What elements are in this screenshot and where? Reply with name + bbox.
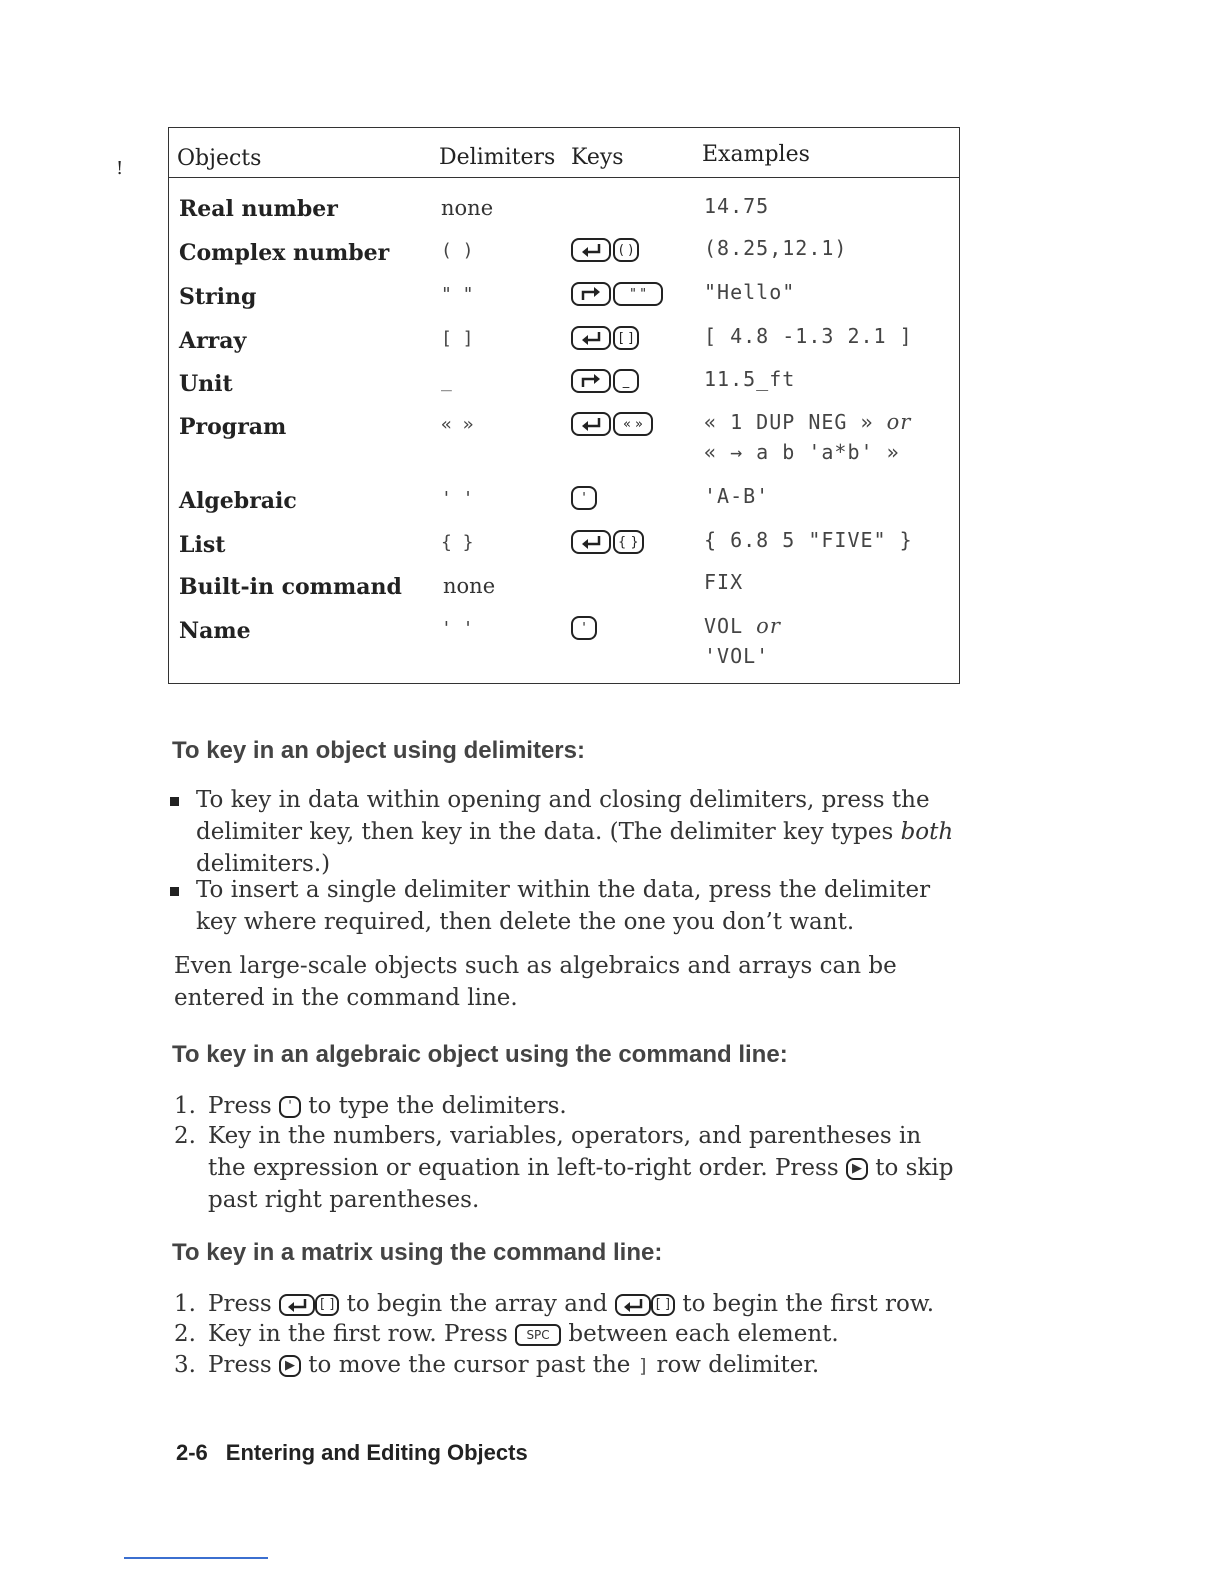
keys [571,486,597,510]
step-text-end: row delimiter. [649,1352,820,1378]
example-main: « 1 DUP NEG » [704,410,874,434]
bullet-square-icon [170,797,179,806]
header-delimiters: Delimiters [439,145,556,170]
example-line2: 'VOL' [704,644,770,668]
object-name: Algebraic [179,488,297,514]
space-key: SPC [515,1324,561,1346]
list-item [174,1090,964,1122]
keys [571,282,663,306]
left-shift-key [615,1294,651,1316]
object-name: Name [179,618,251,644]
table-row [169,614,959,658]
string-quote-key: " " [613,282,663,306]
keys [571,616,597,640]
tick-key: ' [571,616,597,640]
table-row [169,367,959,411]
step-text: Press [208,1352,279,1378]
example: [ 4.8 -1.3 2.1 ] [704,324,913,348]
list-item [174,1349,964,1382]
table-row [169,570,959,614]
step-number: 1. [174,1291,196,1317]
header-objects: Objects [177,146,262,171]
example: 11.5_ft [704,367,796,391]
right-shift-key [571,369,611,393]
bullet-emphasis: both [900,819,954,845]
example: 14.75 [704,194,770,218]
bullet-square-icon [170,887,179,896]
step-text-end: to skip past right parentheses. [208,1155,954,1213]
delimiter: [ ] [441,328,474,349]
list-item [170,874,956,938]
parentheses-key: ( ) [613,238,639,262]
delimiter: " " [441,284,474,305]
left-shift-arrow-icon [580,330,602,346]
step-text: Press [208,1291,279,1317]
step-number: 2. [174,1123,196,1149]
braces-key: { } [613,530,644,554]
delimiter: _ [441,371,452,392]
keys [571,530,644,554]
object-name: Array [179,328,247,354]
delimiter: ( ) [441,240,474,261]
delimiter: ' ' [441,488,474,509]
row-delimiter-glyph: ] [637,1355,650,1377]
object-types-table [168,127,960,684]
brackets-key: [ ] [651,1294,675,1316]
header-examples: Examples [702,142,810,167]
keys [571,326,639,350]
section-heading-algebraic: To key in an algebraic object using the command line: [172,1041,788,1068]
bullet-text: To key in data within opening and closing delimiters, press the delimiter key, then key in the data. (The delimiter key types [196,787,930,845]
page-footer [176,1440,528,1466]
right-shift-arrow-icon [580,373,602,389]
program-delimiter-key: « » [613,412,653,436]
bullet-text-end: delimiters.) [196,851,331,877]
section-heading-matrix: To key in a matrix using the command line: [172,1239,663,1266]
step-text-mid: to move the cursor past the [301,1352,638,1378]
left-shift-key [571,412,611,436]
table-row [169,484,959,528]
bullet-text: To insert a single delimiter within the data, press the delimiter key where required, then delete the one you don’t want. [196,877,931,935]
header-keys: Keys [571,145,624,170]
right-arrow-key: ▶ [279,1355,301,1377]
right-shift-arrow-icon [580,286,602,302]
delimiter: { } [441,532,474,553]
example-line2: « → a b 'a*b' » [704,440,900,464]
object-name: Real number [179,196,338,222]
chapter-title: Entering and Editing Objects [225,1440,528,1465]
example-or: or [886,410,912,434]
table-row [169,280,959,324]
left-shift-key [571,326,611,350]
divider [124,1557,268,1559]
keys [571,412,653,436]
example: "Hello" [704,280,796,304]
brackets-key: [ ] [613,326,639,350]
object-name: List [179,532,226,558]
step-number: 3. [174,1352,196,1378]
object-name: Program [179,414,287,440]
object-name: String [179,284,257,310]
body-paragraph: Even large-scale objects such as algebraics and arrays can be entered in the command line. [174,953,897,1011]
object-name: Complex number [179,240,390,266]
delimiter: none [443,574,496,598]
example: 'A-B' [704,484,770,508]
step-text: Key in the first row. Press [208,1321,516,1347]
delimiter: « » [441,414,474,435]
list-item [174,1288,964,1320]
keys [571,238,639,262]
step-text: Key in the numbers, variables, operators, and parentheses in the expression or equation in left-to-right order. Press [208,1123,922,1181]
object-name: Built-in command [179,574,402,600]
step-text: Press [208,1093,279,1119]
left-shift-key [571,530,611,554]
step-text-end: between each element. [561,1321,839,1347]
object-name: Unit [179,371,233,397]
example: (8.25,12.1) [704,236,848,260]
right-arrow-key: ▶ [846,1158,868,1180]
tick-key: ' [279,1096,301,1118]
keys [571,369,639,393]
margin-mark: ! [116,158,124,179]
step-text-end: to type the delimiters. [301,1093,567,1119]
tick-key: ' [571,486,597,510]
table-row [169,196,959,236]
example [704,614,781,638]
section-heading-delimiters: To key in an object using delimiters: [172,737,585,764]
left-shift-key [279,1294,315,1316]
table-row [169,324,959,368]
underscore-key: _ [613,369,639,393]
left-shift-arrow-icon [286,1297,308,1313]
left-shift-arrow-icon [580,416,602,432]
step-text-end: to begin the first row. [675,1291,935,1317]
example: { 6.8 5 "FIVE" } [704,528,913,552]
left-shift-arrow-icon [580,242,602,258]
delimiter: ' ' [441,618,474,639]
list-item [174,1120,964,1216]
left-shift-key [571,238,611,262]
delimiter: none [441,196,494,220]
left-shift-arrow-icon [580,534,602,550]
list-item [170,784,956,880]
step-number: 1. [174,1093,196,1119]
list-item [174,1318,964,1350]
table-row [169,236,959,280]
brackets-key: [ ] [315,1294,339,1316]
example [704,410,911,434]
table-header [169,128,959,178]
example-main: VOL [704,614,744,638]
page-number: 2-6 [176,1440,208,1465]
example-or: or [756,614,781,638]
example: FIX [704,570,744,594]
left-shift-arrow-icon [622,1297,644,1313]
table-row [169,528,959,572]
step-text-mid: to begin the array and [339,1291,615,1317]
step-number: 2. [174,1321,196,1347]
right-shift-key [571,282,611,306]
